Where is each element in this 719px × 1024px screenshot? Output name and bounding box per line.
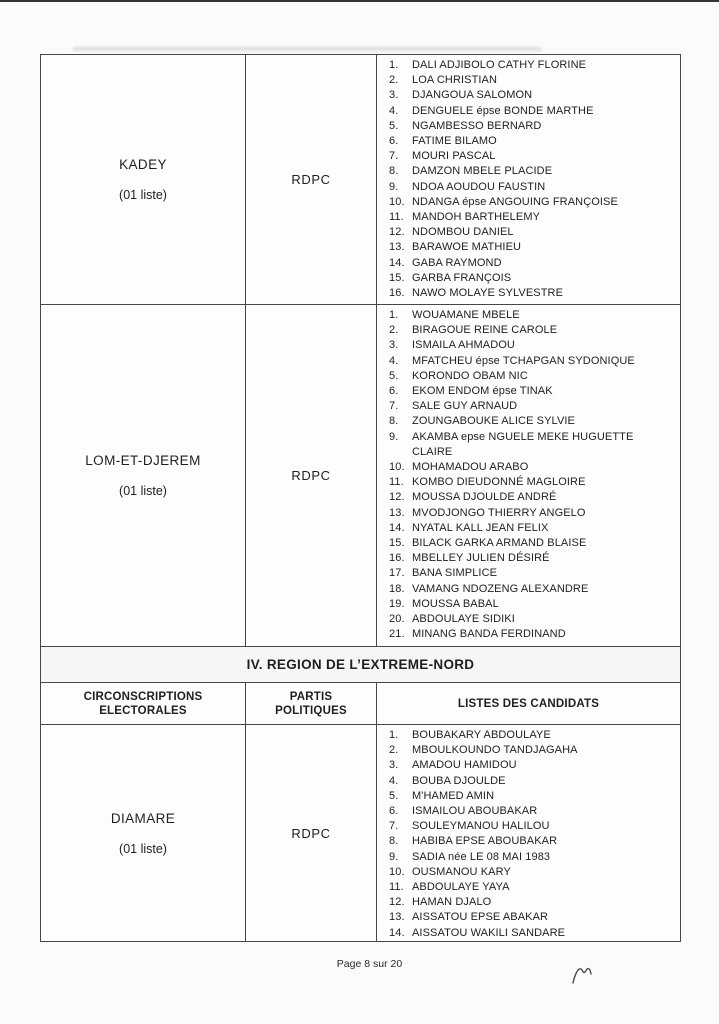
- candidate-item: OUSMANOU KARY: [412, 865, 511, 878]
- candidate-item: EKOM ENDOM épse TINAK: [412, 385, 553, 398]
- table-row-diamare: [41, 725, 680, 941]
- party-cell: [246, 305, 377, 646]
- party-name: RDPC: [291, 172, 331, 187]
- candidate-item: NAWO MOLAYE SYLVESTRE: [412, 287, 564, 300]
- candidate-item: DAMZON MBELE PLACIDE: [412, 165, 553, 178]
- candidate-item: AISSATOU EPSE ABAKAR: [412, 911, 549, 924]
- candidate-item: DENGUELE épse BONDE MARTHE: [412, 104, 594, 117]
- candidate-item: LOA CHRISTIAN: [412, 74, 498, 87]
- column-header-row: [41, 683, 680, 725]
- column-header-label: LISTES DES CANDIDATS: [457, 697, 600, 710]
- candidate-item: GARBA FRANÇOIS: [412, 271, 512, 284]
- candidate-item: BARAWOE MATHIEU: [412, 241, 522, 254]
- table-row-lom-et-djerem: [41, 305, 680, 647]
- constituency-name: KADEY: [119, 157, 167, 172]
- scan-smear-artifact: [72, 47, 542, 53]
- section-header-row: [41, 647, 680, 683]
- candidate-item: DJANGOUA SALOMON: [412, 89, 533, 102]
- candidate-item: MOUSSA DJOULDE ANDRÉ: [412, 491, 557, 504]
- candidate-item: SADIA née LE 08 MAI 1983: [412, 850, 551, 863]
- candidate-item: NDOA AOUDOU FAUSTIN: [412, 180, 546, 193]
- candidate-item: HAMAN DJALO: [412, 896, 492, 909]
- list-count: (01 liste): [119, 484, 167, 498]
- candidate-item: AISSATOU WAKILI SANDARE: [412, 926, 566, 939]
- candidate-item: MOURI PASCAL: [412, 150, 496, 163]
- candidate-item: ISMAILA AHMADOU: [412, 339, 515, 352]
- candidate-item: MBELLEY JULIEN DÉSIRÉ: [412, 552, 550, 565]
- candidate-item: ZOUNGABOUKE ALICE SYLVIE: [412, 415, 575, 428]
- column-header-parties: [246, 683, 377, 724]
- constituency-name: LOM-ET-DJEREM: [85, 453, 201, 468]
- candidate-item: NYATAL KALL JEAN FELIX: [412, 521, 549, 534]
- candidate-item: MINANG BANDA FERDINAND: [412, 628, 566, 641]
- candidate-list: [389, 58, 676, 301]
- candidate-item: MANDOH BARTHELEMY: [412, 211, 541, 224]
- candidates-cell: [377, 725, 680, 941]
- candidate-item: AKAMBA epse NGUELE MEKE HUGUETTE CLAIRE: [412, 430, 634, 458]
- column-header-candidates: [377, 683, 680, 724]
- candidate-item: ABDOULAYE SIDIKI: [412, 613, 515, 626]
- page-footer: Page 8 sur 20: [336, 958, 403, 970]
- candidate-item: MOHAMADOU ARABO: [412, 461, 529, 474]
- constituency-cell: [41, 725, 246, 941]
- candidate-item: ISMAILOU ABOUBAKAR: [412, 805, 538, 818]
- candidates-cell: [377, 55, 680, 304]
- candidate-item: BOUBA DJOULDE: [412, 774, 506, 787]
- party-cell: [246, 725, 377, 941]
- section-title: IV. REGION DE L’EXTREME-NORD: [246, 657, 475, 672]
- candidate-item: WOUAMANE MBELE: [412, 309, 520, 321]
- candidate-item: BILACK GARKA ARMAND BLAISE: [412, 537, 587, 550]
- candidates-cell: [377, 305, 680, 646]
- list-count: (01 liste): [119, 188, 167, 202]
- list-count: (01 liste): [119, 841, 167, 856]
- candidate-item: BIRAGOUE REINE CAROLE: [412, 324, 558, 337]
- candidate-item: AMADOU HAMIDOU: [412, 759, 517, 772]
- column-header-label: PARTIS POLITIQUES: [275, 690, 347, 717]
- party-name: RDPC: [291, 468, 331, 483]
- column-header-constituencies: [41, 683, 246, 724]
- candidate-item: ABDOULAYE YAYA: [412, 881, 510, 894]
- candidate-item: M'HAMED AMIN: [412, 789, 495, 802]
- candidates-table: [40, 54, 681, 942]
- constituency-cell: [41, 55, 246, 304]
- candidate-item: FATIME BILAMO: [412, 135, 497, 148]
- candidate-item: MOUSSA BABAL: [412, 597, 499, 610]
- candidate-list: [389, 308, 676, 642]
- candidate-item: GABA RAYMOND: [412, 256, 502, 269]
- candidate-item: BANA SIMPLICE: [412, 567, 498, 580]
- candidate-item: KOMBO DIEUDONNÉ MAGLOIRE: [412, 476, 586, 489]
- candidate-item: KORONDO OBAM NIC: [412, 369, 528, 382]
- constituency-cell: [41, 305, 246, 646]
- candidate-item: SOULEYMANOU HALILOU: [412, 820, 550, 833]
- candidate-item: NDOMBOU DANIEL: [412, 226, 514, 239]
- column-header-label: CIRCONSCRIPTIONS ELECTORALES: [83, 690, 203, 717]
- candidate-item: SALE GUY ARNAUD: [412, 400, 518, 413]
- candidate-item: MFATCHEU épse TCHAPGAN SYDONIQUE: [412, 354, 635, 367]
- constituency-name: DIAMARE: [110, 810, 176, 826]
- scan-edge-artifact: [0, 0, 719, 2]
- candidate-item: BOUBAKARY ABDOULAYE: [412, 729, 551, 741]
- candidate-item: HABIBA EPSE ABOUBAKAR: [412, 835, 558, 848]
- party-cell: [246, 55, 377, 304]
- candidate-item: NGAMBESSO BERNARD: [412, 119, 542, 132]
- candidate-list: [389, 728, 676, 941]
- table-row-kadey: [41, 55, 680, 305]
- candidate-item: MBOULKOUNDO TANDJAGAHA: [412, 744, 578, 757]
- candidate-item: DALI ADJIBOLO CATHY FLORINE: [412, 59, 587, 71]
- handwritten-mark: [570, 962, 600, 988]
- party-name: RDPC: [291, 825, 331, 841]
- candidate-item: VAMANG NDOZENG ALEXANDRE: [412, 582, 589, 595]
- candidate-item: NDANGA épse ANGOUING FRANÇOISE: [412, 195, 618, 208]
- candidate-item: MVODJONGO THIERRY ANGELO: [412, 506, 586, 519]
